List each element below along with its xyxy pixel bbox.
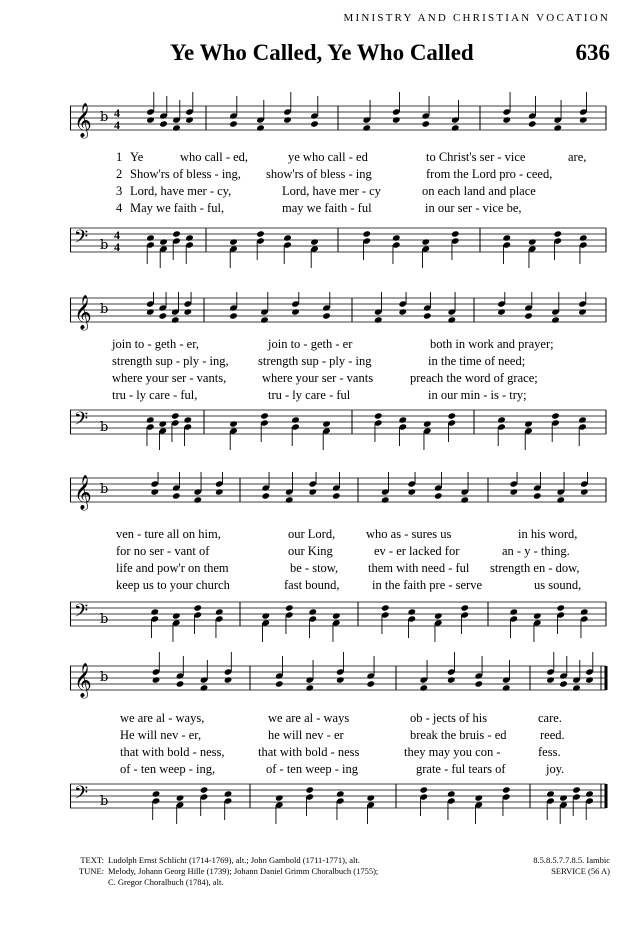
- note-head: [434, 612, 443, 619]
- text-credit: Ludolph Ernst Schlicht (1714-1769), alt.; John Gambold (1711-1771), alt.: [108, 855, 360, 865]
- lyric: be - stow,: [290, 561, 339, 575]
- verse-1-line: [70, 150, 610, 166]
- note-head: [578, 308, 587, 315]
- time-signature-top: 4: [114, 106, 120, 120]
- note-head: [392, 116, 401, 123]
- note-head: [502, 684, 511, 691]
- meter: 8.5.8.5.7.7.8.5. Iambic: [533, 855, 610, 865]
- verse-number: 1: [116, 150, 123, 164]
- note-head: [171, 316, 180, 323]
- note-head: [305, 684, 314, 691]
- note-head: [150, 608, 159, 615]
- note-head: [260, 316, 269, 323]
- lyric: are,: [568, 150, 587, 164]
- note-head: [551, 316, 560, 323]
- lyric: to Christ's ser - vice: [426, 150, 526, 164]
- note-head: [260, 412, 269, 419]
- note-head: [460, 604, 469, 611]
- lyric: He will nev - er,: [120, 728, 202, 742]
- note-head: [474, 680, 483, 687]
- note-head: [224, 676, 233, 683]
- verse-3-line: [70, 371, 610, 387]
- verse-1-line: [70, 711, 610, 727]
- note-head: [398, 308, 407, 315]
- note-head: [497, 308, 506, 315]
- lyric: in his word,: [518, 527, 578, 541]
- lyric: ob - jects of his: [410, 711, 488, 725]
- note-head: [585, 790, 594, 797]
- note-head: [310, 238, 319, 245]
- note-head: [283, 116, 292, 123]
- note-head: [447, 316, 456, 323]
- note-head: [524, 420, 533, 427]
- note-head: [215, 488, 224, 495]
- note-head: [146, 416, 155, 423]
- note-head: [256, 230, 265, 237]
- note-head: [308, 608, 317, 615]
- hymn-number: 636: [575, 40, 610, 65]
- text-credit-label: TEXT:: [80, 855, 104, 865]
- tune-credit-continued: C. Gregor Choralbuch (1784), alt.: [108, 877, 224, 887]
- note-head: [193, 496, 202, 503]
- lyric: for no ser - vant of: [116, 544, 210, 558]
- lyric: reed.: [540, 728, 565, 742]
- lyric: ev - er lacked for: [374, 544, 460, 558]
- verse-4-line: [70, 762, 610, 778]
- verse-2-line: [70, 167, 610, 183]
- lyric: in our ser - vice be,: [425, 201, 522, 215]
- key-signature-flat: b: [100, 110, 109, 125]
- note-head: [509, 488, 518, 495]
- lyric: fess.: [538, 745, 561, 759]
- note-head: [474, 794, 483, 801]
- note-head: [172, 230, 181, 237]
- lyric: them with need - ful: [368, 561, 470, 575]
- verse-3-line: [70, 561, 610, 577]
- verse-number: 2: [116, 167, 123, 181]
- note-head: [451, 124, 460, 131]
- note-head: [172, 492, 181, 499]
- note-head: [528, 238, 537, 245]
- note-head: [285, 604, 294, 611]
- note-head: [447, 676, 456, 683]
- credits-footer: [70, 855, 610, 888]
- note-head: [146, 308, 155, 315]
- key-signature-flat: b: [100, 482, 109, 497]
- treble-clef: 𝄞: [74, 295, 92, 330]
- note-head: [152, 790, 161, 797]
- note-head: [374, 316, 383, 323]
- lyric: join to - geth - er,: [112, 337, 199, 351]
- lyric: who call - ed,: [180, 150, 249, 164]
- verse-4-line: [70, 201, 610, 217]
- note-head: [322, 420, 331, 427]
- lyric: Lord, have mer - cy: [282, 184, 381, 198]
- note-head: [172, 124, 181, 131]
- verse-2-line: [70, 728, 610, 744]
- staff-lines: [70, 472, 610, 682]
- bass-clef: 𝄢: [74, 409, 89, 434]
- note-head: [572, 786, 581, 793]
- verse-4-line: [70, 388, 610, 404]
- note-head: [159, 120, 168, 127]
- lyric: grate - ful tears of: [416, 762, 506, 776]
- lyric: join to - geth - er: [268, 337, 353, 351]
- key-signature-flat: b: [100, 612, 109, 627]
- lyric: strength sup - ply - ing,: [112, 354, 229, 368]
- lyric: preach the word of grace;: [410, 371, 538, 385]
- note-head: [261, 612, 270, 619]
- note-head: [509, 608, 518, 615]
- time-signature-top: 4: [114, 228, 120, 242]
- note-head: [308, 488, 317, 495]
- note-head: [502, 786, 511, 793]
- lyric: Show'rs of bless - ing,: [130, 167, 241, 181]
- note-head: [332, 492, 341, 499]
- note-head: [332, 612, 341, 619]
- note-head: [546, 790, 555, 797]
- treble-clef: 𝄞: [74, 663, 92, 698]
- note-head: [528, 120, 537, 127]
- tune-credit-label: TUNE:: [78, 866, 104, 876]
- note-head: [185, 234, 194, 241]
- lyric: show'rs of bless - ing: [266, 167, 372, 181]
- note-head: [551, 412, 560, 419]
- note-head: [158, 420, 167, 427]
- note-head: [502, 234, 511, 241]
- lyric: May we faith - ful,: [130, 201, 225, 215]
- lyric: keep us to your church: [116, 578, 230, 592]
- note-head: [585, 676, 594, 683]
- note-head: [291, 416, 300, 423]
- note-head: [291, 308, 300, 315]
- tune-credit: Melody, Johann Georg Hille (1739); Johann Daniel Grimm Choralbuch (1755);: [108, 866, 379, 876]
- time-signature-bottom: 4: [114, 240, 120, 254]
- note-head: [447, 412, 456, 419]
- note-head: [579, 116, 588, 123]
- note-head: [261, 492, 270, 499]
- note-head: [224, 790, 233, 797]
- note-head: [434, 492, 443, 499]
- lyric: us sound,: [534, 578, 582, 592]
- note-head: [146, 234, 155, 241]
- lyric: they may you con -: [404, 745, 501, 759]
- lyric: break the bruis - ed: [410, 728, 507, 742]
- note-head: [398, 416, 407, 423]
- lyric: tru - ly care - ful: [268, 388, 351, 402]
- note-head: [362, 230, 371, 237]
- note-head: [460, 496, 469, 503]
- note-head: [152, 676, 161, 683]
- key-signature-flat: b: [100, 420, 109, 435]
- note-head: [559, 680, 568, 687]
- note-head: [578, 416, 587, 423]
- lyric: tru - ly care - ful,: [112, 388, 198, 402]
- music-system-1: [70, 92, 610, 302]
- verse-1-line: [70, 337, 610, 353]
- note-head: [229, 312, 238, 319]
- key-signature-flat: b: [100, 670, 109, 685]
- lyric: may we faith - ful: [282, 201, 372, 215]
- lyric: who as - sures us: [366, 527, 452, 541]
- key-signature-flat: b: [100, 794, 109, 809]
- note-head: [451, 230, 460, 237]
- note-head: [283, 234, 292, 241]
- lyric: life and pow'r on them: [116, 561, 229, 575]
- note-head: [423, 420, 432, 427]
- lyric: Lord, have mer - cy,: [130, 184, 232, 198]
- note-head: [256, 124, 265, 131]
- lyric: fast bound,: [284, 578, 340, 592]
- note-head: [556, 496, 565, 503]
- note-head: [553, 124, 562, 131]
- music-system-4: [70, 652, 610, 862]
- note-head: [336, 790, 345, 797]
- note-head: [158, 312, 167, 319]
- service-reference: SERVICE (56 A): [551, 866, 610, 876]
- verse-4-line: [70, 578, 610, 594]
- lyric: ven - ture all on him,: [116, 527, 221, 541]
- note-head: [374, 412, 383, 419]
- note-head: [176, 680, 185, 687]
- lyric: joy.: [546, 762, 565, 776]
- note-head: [310, 120, 319, 127]
- note-head: [497, 416, 506, 423]
- note-head: [305, 786, 314, 793]
- lyric: strength sup - ply - ing: [258, 354, 372, 368]
- note-head: [419, 684, 428, 691]
- note-head: [159, 238, 168, 245]
- lyric: where your ser - vants: [262, 371, 374, 385]
- lyric: care.: [538, 711, 562, 725]
- time-signature-bottom: 4: [114, 118, 120, 132]
- note-head: [556, 604, 565, 611]
- key-signature-flat: b: [100, 302, 109, 317]
- note-head: [423, 312, 432, 319]
- note-head: [185, 116, 194, 123]
- note-head: [533, 612, 542, 619]
- note-head: [533, 492, 542, 499]
- note-head: [572, 684, 581, 691]
- note-head: [150, 488, 159, 495]
- bass-clef: 𝄢: [74, 227, 89, 252]
- note-head: [362, 124, 371, 131]
- key-signature-flat: b: [100, 238, 109, 253]
- lyric: we are al - ways,: [120, 711, 205, 725]
- section-label: MINISTRY AND CHRISTIAN VOCATION: [343, 12, 610, 24]
- lyric: that with bold - ness: [258, 745, 360, 759]
- verse-1-line: [70, 527, 610, 543]
- note-head: [524, 312, 533, 319]
- note-head: [502, 116, 511, 123]
- lyric: of - ten weep - ing: [266, 762, 358, 776]
- note-head: [419, 786, 428, 793]
- note-head: [215, 608, 224, 615]
- lyric: on each land and place: [422, 184, 536, 198]
- note-head: [580, 488, 589, 495]
- note-head: [559, 794, 568, 801]
- lyric: of - ten weep - ing,: [120, 762, 216, 776]
- lyric: our King: [288, 544, 333, 558]
- verse-3-line: [70, 745, 610, 761]
- note-head: [407, 488, 416, 495]
- note-head: [183, 308, 192, 315]
- lyric: that with bold - ness,: [120, 745, 225, 759]
- note-head: [553, 230, 562, 237]
- note-head: [421, 120, 430, 127]
- lyric: he will nev - er: [268, 728, 344, 742]
- note-head: [146, 116, 155, 123]
- note-head: [579, 234, 588, 241]
- note-head: [546, 676, 555, 683]
- note-head: [336, 676, 345, 683]
- verse-2-line: [70, 544, 610, 560]
- note-head: [366, 680, 375, 687]
- note-head: [407, 608, 416, 615]
- hymn-title: Ye Who Called, Ye Who Called: [170, 40, 474, 65]
- lyric: in the faith pre - serve: [372, 578, 483, 592]
- note-head: [229, 120, 238, 127]
- note-head: [183, 416, 192, 423]
- note-head: [229, 238, 238, 245]
- lyric: an - y - thing.: [502, 544, 570, 558]
- note-head: [381, 604, 390, 611]
- note-head: [322, 312, 331, 319]
- lyric: both in work and prayer;: [430, 337, 554, 351]
- lyric: our Lord,: [288, 527, 336, 541]
- note-head: [171, 412, 180, 419]
- music-system-3: [70, 472, 610, 682]
- note-head: [447, 790, 456, 797]
- note-head: [285, 496, 294, 503]
- lyric: strength en - dow,: [490, 561, 580, 575]
- note-head: [421, 238, 430, 245]
- note-head: [200, 786, 209, 793]
- note-head: [193, 604, 202, 611]
- verse-2-line: [70, 354, 610, 370]
- note-head: [275, 794, 284, 801]
- note-head: [275, 680, 284, 687]
- treble-clef: 𝄞: [74, 103, 92, 138]
- verse-3-line: [70, 184, 610, 200]
- bass-clef: 𝄢: [74, 601, 89, 626]
- lyric: Ye: [130, 150, 144, 164]
- note-head: [229, 420, 238, 427]
- lyric: we are al - ways: [268, 711, 350, 725]
- lyric: in the time of need;: [428, 354, 526, 368]
- verse-number: 4: [116, 201, 123, 215]
- note-head: [200, 684, 209, 691]
- note-head: [381, 496, 390, 503]
- bass-clef: 𝄢: [74, 783, 89, 808]
- note-head: [172, 612, 181, 619]
- note-head: [392, 234, 401, 241]
- treble-clef: 𝄞: [74, 475, 92, 510]
- lyric: in our min - is - try;: [428, 388, 527, 402]
- note-head: [176, 794, 185, 801]
- lyric: from the Lord pro - ceed,: [426, 167, 553, 181]
- lyric: where your ser - vants,: [112, 371, 227, 385]
- lyric: ye who call - ed: [288, 150, 368, 164]
- music-system-2: [70, 292, 610, 502]
- note-head: [580, 608, 589, 615]
- note-head: [366, 794, 375, 801]
- verse-number: 3: [116, 184, 123, 198]
